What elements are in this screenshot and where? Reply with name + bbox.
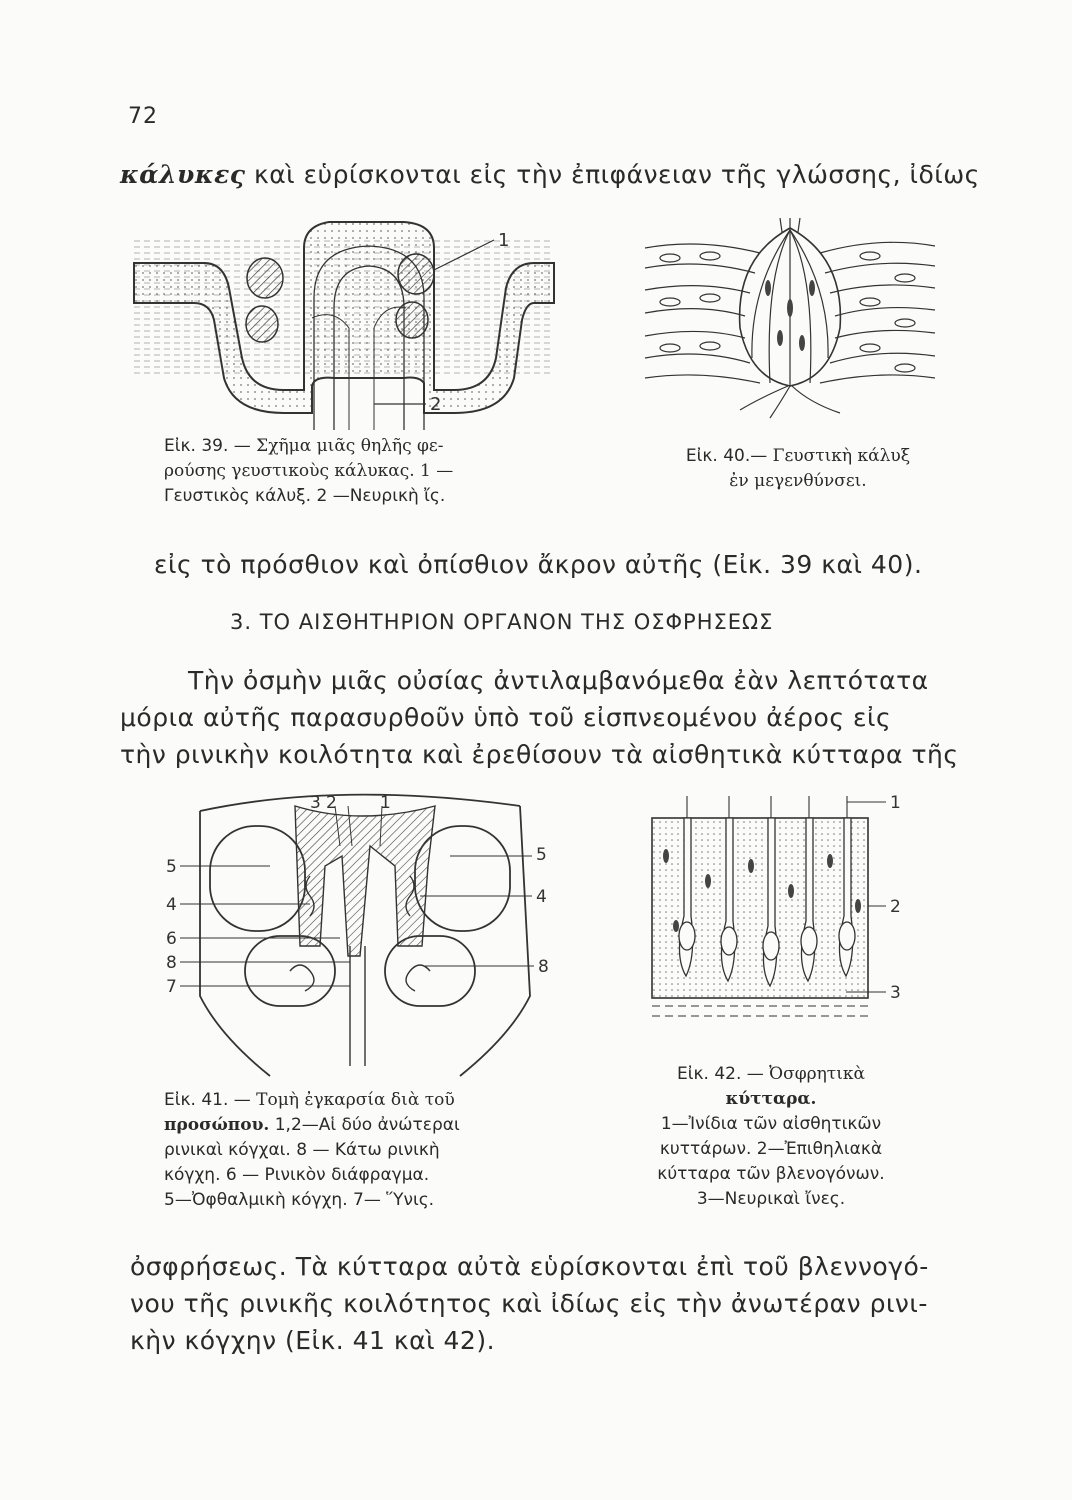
caption-text: Εἰκ. 41. — (164, 1090, 251, 1110)
caption-text: Τομὴ ἐγκαρσία διὰ τοῦ (256, 1090, 455, 1110)
paragraph-line: Τὴν ὀσμὴν μιᾶς οὐσίας ἀντιλαμβανόμεθα ἐὰν λεπτότατα (188, 666, 929, 695)
figure-41-label: 8 (538, 957, 549, 977)
caption-text: Ὀσφρητικὰ (769, 1064, 865, 1084)
paragraph-line (120, 160, 980, 189)
figure-42-olfactory-cells (646, 793, 916, 1026)
paragraph-line: τὴν ρινικὴν κοιλότητα καὶ ἐρεθίσουν τὰ αἰσθητικὰ κύτταρα τῆς (120, 740, 959, 769)
caption-text: προσώπου. (164, 1115, 270, 1135)
figure-41-label: 3 (310, 793, 321, 813)
figure-42-label: 3 (890, 983, 901, 1003)
figure-39-caption (164, 434, 544, 509)
figure-42-label: 2 (890, 897, 901, 917)
caption-text: 5—Ὀφθαλμικὴ κόγχη. 7— Ὕνις. (164, 1190, 435, 1210)
figure-41-nasal-cross-section (160, 786, 560, 1076)
paragraph-line: εἰς τὸ πρόσθιον καὶ ὀπίσθιον ἄκρον αὐτῆς (Εἰκ. 39 καὶ 40). (154, 550, 923, 579)
caption-text: κυττάρων. 2—Ἐπιθηλιακὰ (659, 1139, 883, 1159)
figure-40-caption (648, 444, 948, 494)
figure-39-label: 2 (430, 394, 442, 415)
caption-text: Γευστικὸς κάλυξ. 2 —Νευρικὴ ἴς. (164, 486, 446, 506)
figure-42-label: 1 (890, 793, 901, 813)
caption-text: 1,2—Αἱ δύο ἀνώτεραι (274, 1115, 460, 1135)
page-number: 72 (128, 104, 158, 129)
figure-41-label: 8 (166, 953, 177, 973)
section-heading: 3. ΤΟ ΑΙΣΘΗΤΗΡΙΟΝ ΟΡΓΑΝΟΝ ΤΗΣ ΟΣΦΡΗΣΕΩΣ (230, 610, 774, 634)
paragraph-line: ὀσφρήσεως. Τὰ κύτταρα αὐτὰ εὑρίσκονται ἐπὶ τοῦ βλεννογό- (130, 1252, 929, 1281)
figure-41-label: 5 (536, 845, 547, 865)
figure-42-caption (606, 1062, 936, 1212)
figure-41-label: 2 (326, 793, 337, 813)
caption-text: ρούσης γευστικοὺς κάλυκας. 1 — (164, 461, 454, 481)
paragraph-line: μόρια αὐτῆς παρασυρθοῦν ὑπὸ τοῦ εἰσπνεομένου ἀέρος εἰς (120, 703, 892, 732)
line-text: καὶ εὑρίσκονται εἰς τὴν ἐπιφάνειαν τῆς γλώσσης, ἰδίως (253, 160, 980, 189)
caption-text: Εἰκ. 42. — (677, 1064, 764, 1084)
caption-text: κύτταρα τῶν βλενογόνων. (657, 1164, 885, 1184)
figure-39-papilla-diagram (134, 208, 554, 430)
caption-text: ρινικαὶ κόγχαι. 8 — Κάτω ρινικὴ (164, 1140, 440, 1160)
caption-text: 3—Νευρικαὶ ἴνες. (696, 1189, 846, 1209)
figure-41-caption (164, 1088, 564, 1213)
caption-text: Εἰκ. 39. — (164, 436, 251, 456)
caption-text: κόγχη. 6 — Ρινικὸν διάφραγμα. (164, 1165, 430, 1185)
figure-39-label: 1 (498, 230, 510, 251)
caption-text: Σχῆμα μιᾶς θηλῆς φε- (256, 436, 444, 456)
figure-41-label: 4 (166, 895, 177, 915)
figure-41-label: 5 (166, 857, 177, 877)
figure-41-label: 1 (380, 793, 391, 813)
figure-40-taste-bud-diagram (640, 218, 940, 418)
caption-text: ἐν μεγενθύνσει. (729, 471, 867, 491)
paragraph-line: νου τῆς ρινικῆς κοιλότητος καὶ ἰδίως εἰς τὴν ἀνωτέραν ρινι- (130, 1289, 928, 1318)
caption-text: 1—Ἰνίδια τῶν αἰσθητικῶν (660, 1114, 882, 1134)
caption-text: Γευστικὴ κάλυξ (772, 446, 911, 466)
bold-term: κάλυκες (120, 160, 246, 189)
figure-41-label: 6 (166, 929, 177, 949)
figure-41-label: 7 (166, 977, 177, 997)
paragraph-line: κὴν κόγχην (Εἰκ. 41 καὶ 42). (130, 1326, 496, 1355)
caption-text: Εἰκ. 40.— (685, 446, 768, 466)
caption-text: κύτταρα. (725, 1089, 817, 1109)
figure-41-label: 4 (536, 887, 547, 907)
